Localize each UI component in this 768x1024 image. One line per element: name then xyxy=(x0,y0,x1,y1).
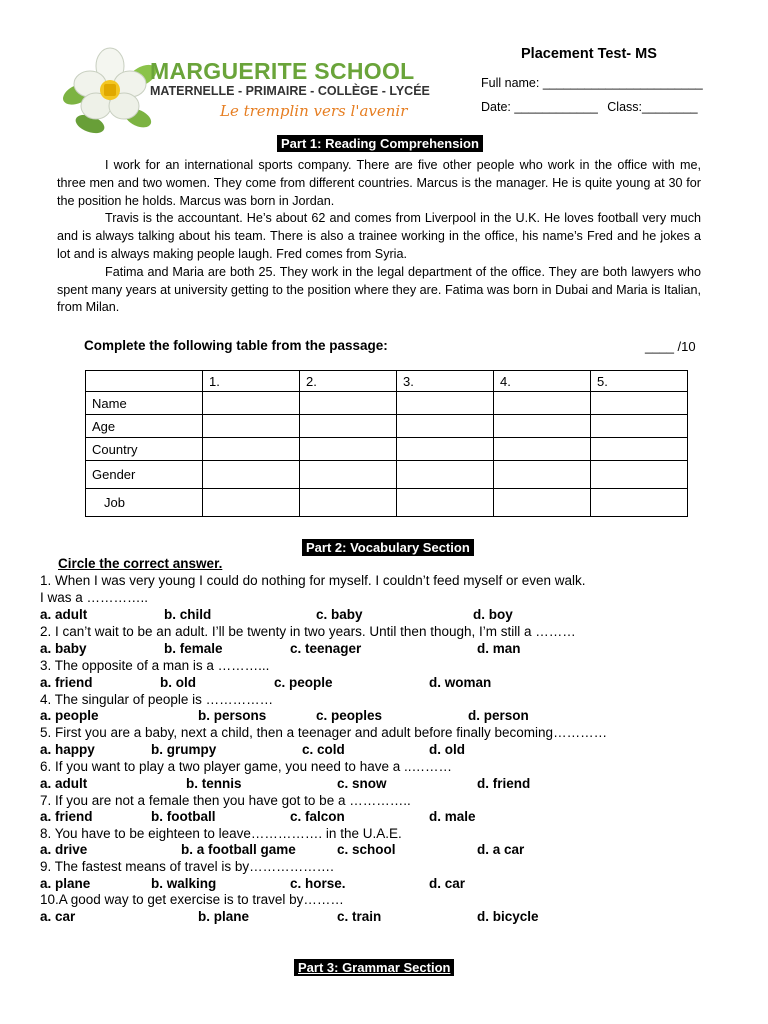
table-cell[interactable] xyxy=(397,461,494,489)
option-a[interactable]: a. adult xyxy=(40,607,88,622)
table-row xyxy=(86,415,688,438)
table-cell[interactable] xyxy=(397,489,494,517)
reading-passage xyxy=(57,157,701,317)
test-title: Placement Test- MS xyxy=(521,46,657,62)
answer-options xyxy=(40,641,720,658)
question-text: 3. The opposite of a man is a ………... xyxy=(40,658,270,673)
option-d[interactable]: d. boy xyxy=(473,607,513,622)
table-header-cell: 2. xyxy=(300,371,397,392)
table-cell[interactable] xyxy=(494,415,591,438)
answer-options xyxy=(40,876,720,893)
option-d[interactable]: d. a car xyxy=(477,842,525,857)
passage-paragraph: I work for an international sports company. There are five other people who work in the office with me, three men and two women. They come from different countries. Marcus is the manager. He is quite young at 30 for the position he holds. Marcus was born in Jordan. xyxy=(57,158,701,208)
option-d[interactable]: d. car xyxy=(429,876,466,891)
option-b[interactable]: b. old xyxy=(160,675,196,690)
part2-title: Part 2: Vocabulary Section xyxy=(302,539,474,556)
option-c[interactable]: c. people xyxy=(274,675,333,690)
table-row xyxy=(86,438,688,461)
table-cell[interactable] xyxy=(591,461,688,489)
table-cell[interactable] xyxy=(300,461,397,489)
circle-instruction: Circle the correct answer. xyxy=(58,556,223,571)
table-row xyxy=(86,461,688,489)
option-a[interactable]: a. adult xyxy=(40,776,88,791)
table-cell[interactable] xyxy=(203,415,300,438)
answer-options xyxy=(40,809,720,826)
option-a[interactable]: a. friend xyxy=(40,809,93,824)
class-field[interactable]: Class:________ xyxy=(607,100,698,114)
date-class-fields xyxy=(481,100,704,114)
option-b[interactable]: b. female xyxy=(164,641,223,656)
question-text: 8. You have to be eighteen to leave……………. in the U.A.E. xyxy=(40,826,402,841)
date-field[interactable]: Date: ____________ xyxy=(481,100,598,114)
option-c[interactable]: c. cold xyxy=(302,742,345,757)
table-row-label: Age xyxy=(86,415,203,438)
option-b[interactable]: b. walking xyxy=(151,876,217,891)
table-cell[interactable] xyxy=(494,461,591,489)
question-text: 1. When I was very young I could do nothing for myself. I couldn’t feed myself or even walk. xyxy=(40,573,586,588)
table-header-cell: 5. xyxy=(591,371,688,392)
table-cell[interactable] xyxy=(203,461,300,489)
table-row-label: Gender xyxy=(86,461,203,489)
answer-options xyxy=(40,742,720,759)
full-name-field[interactable]: Full name: _______________________ xyxy=(481,76,703,90)
table-corner-cell xyxy=(86,371,203,392)
option-d[interactable]: d. male xyxy=(429,809,476,824)
option-d[interactable]: d. woman xyxy=(429,675,492,690)
option-a[interactable]: a. drive xyxy=(40,842,88,857)
table-row xyxy=(86,489,688,517)
option-b[interactable]: b. grumpy xyxy=(151,742,217,757)
question-text: 9. The fastest means of travel is by………………. xyxy=(40,859,334,874)
option-c[interactable]: c. school xyxy=(337,842,396,857)
answer-options xyxy=(40,607,720,624)
answer-options xyxy=(40,842,720,859)
table-instruction: Complete the following table from the passage: xyxy=(84,338,388,353)
table-cell[interactable] xyxy=(591,438,688,461)
option-d[interactable]: d. person xyxy=(468,708,529,723)
option-c[interactable]: c. snow xyxy=(337,776,387,791)
score-field: ____ /10 xyxy=(645,339,696,354)
option-c[interactable]: c. peoples xyxy=(316,708,383,723)
table-cell[interactable] xyxy=(397,438,494,461)
answer-options xyxy=(40,708,720,725)
table-header-cell: 4. xyxy=(494,371,591,392)
option-d[interactable]: d. man xyxy=(477,641,521,656)
question-text: 5. First you are a baby, next a child, then a teenager and adult before finally becoming………… xyxy=(40,725,608,740)
table-cell[interactable] xyxy=(397,392,494,415)
part3-title: Part 3: Grammar Section xyxy=(294,959,454,976)
option-d[interactable]: d. bicycle xyxy=(477,909,539,924)
question-text: 6. If you want to play a two player game, you need to have a ..……… xyxy=(40,759,452,774)
table-cell[interactable] xyxy=(300,392,397,415)
table-cell[interactable] xyxy=(300,415,397,438)
table-row-label: Name xyxy=(86,392,203,415)
school-slogan: Le tremplin vers l'avenir xyxy=(220,102,408,120)
question-text: 7. If you are not a female then you have got to be a ………….. xyxy=(40,793,411,808)
option-a[interactable]: a. car xyxy=(40,909,76,924)
school-levels: MATERNELLE - PRIMAIRE - COLLÈGE - LYCÉE xyxy=(150,84,430,98)
option-a[interactable]: a. happy xyxy=(40,742,95,757)
table-cell[interactable] xyxy=(203,438,300,461)
table-cell[interactable] xyxy=(591,489,688,517)
question-text: I was a ………….. xyxy=(40,590,149,605)
table-cell[interactable] xyxy=(494,438,591,461)
option-c[interactable]: c. horse. xyxy=(290,876,346,891)
part1-title: Part 1: Reading Comprehension xyxy=(277,135,483,152)
table-header-cell: 1. xyxy=(203,371,300,392)
passage-table xyxy=(85,370,688,517)
option-b[interactable]: b. tennis xyxy=(186,776,242,791)
option-b[interactable]: b. persons xyxy=(198,708,267,723)
option-a[interactable]: a. baby xyxy=(40,641,87,656)
table-header-row xyxy=(86,371,688,392)
table-cell[interactable] xyxy=(494,489,591,517)
answer-options xyxy=(40,909,720,926)
table-cell[interactable] xyxy=(300,438,397,461)
option-a[interactable]: a. plane xyxy=(40,876,91,891)
option-c[interactable]: c. baby xyxy=(316,607,363,622)
table-cell[interactable] xyxy=(397,415,494,438)
table-cell[interactable] xyxy=(203,392,300,415)
flower-logo-icon xyxy=(60,44,160,136)
table-row-label: Job xyxy=(86,489,203,517)
option-c[interactable]: c. falcon xyxy=(290,809,345,824)
question-text: 10.A good way to get exercise is to travel by……… xyxy=(40,892,344,907)
option-c[interactable]: c. train xyxy=(337,909,382,924)
option-b[interactable]: b. a football game xyxy=(181,842,296,857)
answer-options xyxy=(40,675,720,692)
table-cell[interactable] xyxy=(494,392,591,415)
question-text: 2. I can’t wait to be an adult. I’ll be twenty in two years. Until then though, I’m still a ……… xyxy=(40,624,576,639)
option-b[interactable]: b. football xyxy=(151,809,216,824)
option-b[interactable]: b. plane xyxy=(198,909,250,924)
option-a[interactable]: a. people xyxy=(40,708,99,723)
table-row xyxy=(86,392,688,415)
table-row-label: Country xyxy=(86,438,203,461)
passage-paragraph: Travis is the accountant. He’s about 62 and comes from Liverpool in the U.K. He loves football very much and is always talking about his team. There is also a trainee working in the office, his name’s Fred and he jokes a lot and is always making people laugh. Fred comes from Syria. xyxy=(57,211,701,261)
school-logo xyxy=(60,44,455,136)
passage-paragraph: Fatima and Maria are both 25. They work in the legal department of the office. They are both lawyers who spent many years at university getting to the position where they are. Fatima was born in Dubai and Maria is Italian, from Milan. xyxy=(57,264,701,315)
answer-options xyxy=(40,776,720,793)
table-header-cell: 3. xyxy=(397,371,494,392)
option-c[interactable]: c. teenager xyxy=(290,641,362,656)
option-d[interactable]: d. friend xyxy=(477,776,531,791)
option-d[interactable]: d. old xyxy=(429,742,465,757)
school-name: MARGUERITE SCHOOL xyxy=(150,58,415,84)
table-cell[interactable] xyxy=(591,392,688,415)
table-cell[interactable] xyxy=(300,489,397,517)
question-text: 4. The singular of people is …………… xyxy=(40,692,274,707)
table-cell[interactable] xyxy=(591,415,688,438)
option-b[interactable]: b. child xyxy=(164,607,212,622)
table-cell[interactable] xyxy=(203,489,300,517)
option-a[interactable]: a. friend xyxy=(40,675,93,690)
